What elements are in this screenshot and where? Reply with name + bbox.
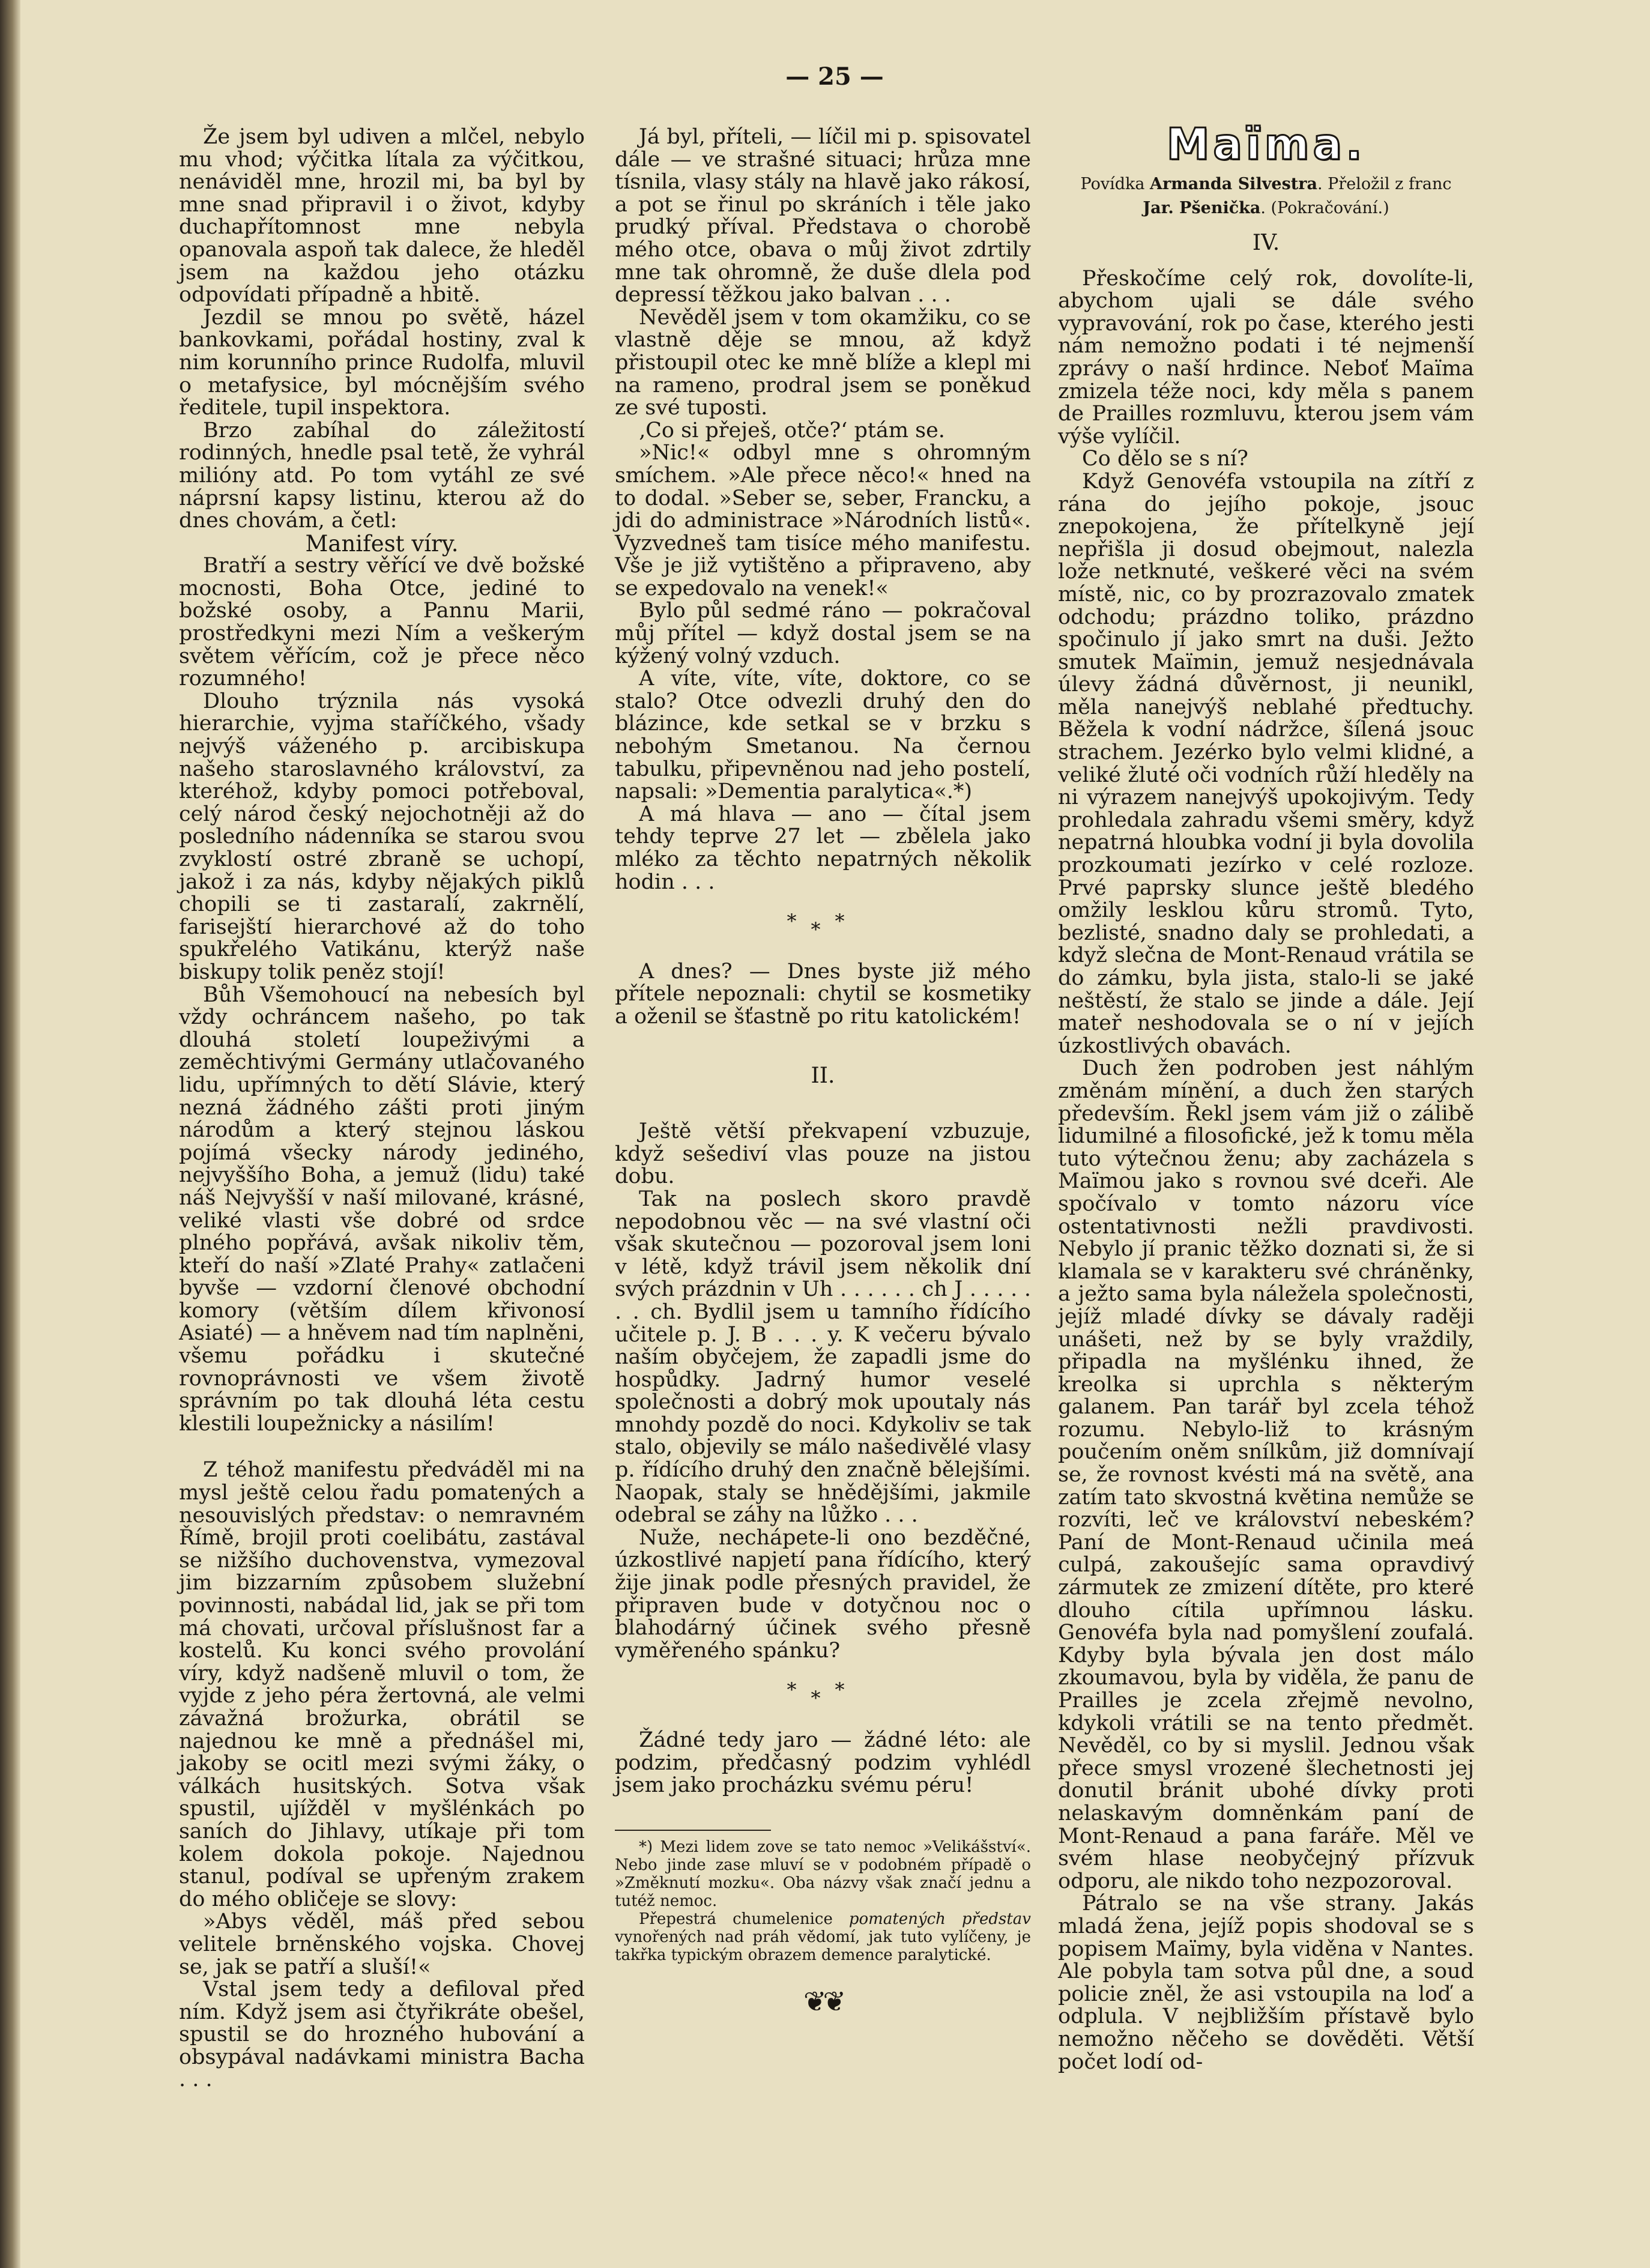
paragraph: Já byl, příteli, — líčil mi p. spisovatel dále — ve strašné situaci; hrůza mne tísnila, vlasy stály na hlavě jako rákosí, a pot se řinul po skráních i těle jako prudký příval. Představa o chorobě mého otce, obava o můj život zdrtily mne tak ohromně, že duše dlela pod depressí těžkou jako balvan . . . bbox=[615, 125, 1031, 307]
paragraph: Z téhož manifestu předváděl mi na mysl ještě celou řadu pomatených a nesouvislých představ: o nemravném Římě, brojil proti coelibátu, zastával se nižšího duchovenstva, vymezoval jim bizzarním způsobem služební povinnosti, nabádal lid, jak se při tom má chovati, určoval příslušnost far a kostelů. Ku konci svého provolání víry, když nadšeně mluvil o tom, že vyjde z jeho péra žertovná, ale velmi závažná brožurka, obrátil se najednou ke mně a přednášel mi, jakoby se ocitl mezi svými žáky, o válkách husitských. Sotva však spustil, ujížděl v myšlénkách po saních do Jihlavy, utíkaje při tom kolem dokola pokoje. Najednou stanul, podíval se upřeným zrakem do mého obličeje se slovy: bbox=[179, 1458, 585, 1911]
paragraph: Žádné tedy jaro — žádné léto: ale podzim, předčasný podzim vyhlédl jsem jako procházku svému péru! bbox=[615, 1728, 1031, 1798]
paragraph: »Nic!« odbyl mne s ohromným smíchem. »Ale přece něco!« hned na to dodal. »Seber se, seber, Francku, a jdi do administrace »Národních listů«. Vyzvedneš tam tisíce mého manifestu. Vše je již vytištěno a připraveno, aby se expedovalo na venek!« bbox=[615, 441, 1031, 600]
column-1 bbox=[179, 126, 585, 2091]
star: * bbox=[787, 1678, 811, 1702]
byline-text: Povídka bbox=[1080, 175, 1150, 193]
binding-shadow bbox=[0, 0, 20, 2268]
paragraph: Přeskočíme celý rok, dovolíte-li, abychom ujali se dále svého vypravování, rok po čase, kterého jesti nám nemožno podati i té nejmenší zprávy o naší hrdince. Neboť Maïma zmizela téže noci, kdy měla s panem de Prailles rozmluvu, kterou jsem vám výše vylíčil. bbox=[1058, 266, 1474, 449]
paragraph: Jezdil se mnou po světě, házel bankovkami, pořádal hostiny, zval k nim korunního prince Rudolfa, mluvil o metafysice, byl mócnějším svého ředitele, tupil inspektora. bbox=[179, 305, 585, 420]
footnote: *) Mezi lidem zove se tato nemoc »Velikášství«. Nebo jinde zase mluví se v podobném případě o »Změknutí mozku«. Oba názvy však značí jednu a tutéž nemoc. bbox=[615, 1837, 1031, 1910]
story-translator bbox=[1058, 198, 1474, 219]
footnote-text: vynořených nad práh vědomí, jak tuto vylíčeny, je takřka typickým obrazem demence paralytické. bbox=[615, 1928, 1031, 1964]
column-3 bbox=[1058, 120, 1474, 2073]
manifest-heading: Manifest víry. bbox=[305, 530, 459, 557]
paragraph: A dnes? — Dnes byste již mého přítele nepoznali: chytil se kosmetiky a oženil se šťastně po ritu katolickém! bbox=[615, 959, 1031, 1029]
paragraph: Nevěděl jsem v tom okamžiku, co se vlastně děje se mnou, až když přistoupil otec ke mně blíže a klepl mi na rameno, prodral jsem se poněkud ze své tuposti. bbox=[615, 305, 1031, 420]
paragraph: A má hlava — ano — čítal jsem tehdy teprve 27 let — zbělela jako mléko za těchto nepatrných několik hodin . . . bbox=[615, 802, 1031, 894]
section-stars bbox=[615, 910, 1031, 942]
paragraph: Bůh Všemohoucí na nebesích byl vždy ochráncem našeho, po tak dlouhá století loupeživými a zeměchtivými Germány utlačovaného lidu, upřímných to dětí Slávie, který nezná žádného zášti proti jiným národům a který stejnou láskou pojímá všecky národy jediného, nejvyššího Boha, a jemuž (lidu) také náš Nejvyšší v naší milované, krásné, veliké vlasti vše dobré od srdce plného popřává, avšak nikoliv těm, kteří do naší »Zlaté Prahy« zatlačeni byvše — vzdorní členové obchodní komory (větším dílem křivonosí Asiaté) — a hněvem nad tím naplněni, všemu pořádku i skutečné rovnoprávnosti ve všem životě správním po tak dlouhá léta cestu klestili loupežnicky a násilím! bbox=[179, 982, 585, 1436]
paragraph: Bratří a sestry věřící ve dvě božské mocnosti, Boha Otce, jediné to božské osoby, a Pannu Marii, prostředkyni mezi Ním a veškerým světem věřícím, což je přece něco rozumného! bbox=[179, 554, 585, 691]
page-number: — 25 — bbox=[785, 62, 884, 91]
paragraph: Pátralo se na vše strany. Jakás mladá žena, jejíž popis shodoval se s popisem Maïmy, byla viděna v Nantes. Ale pobyla tam sotva půl dne, a soud policie zněl, že asi vstoupila na loď a odplula. V nejbližším přístavě bylo nemožno něčeho se dověděti. Větší počet lodí od- bbox=[1058, 1892, 1474, 2074]
fleuron-icon: ❦❦ bbox=[803, 1985, 843, 2018]
paragraph: Že jsem byl udiven a mlčel, nebylo mu vhod; výčitka lítala za výčitkou, nenáviděl mne, hrozil mi, ba byl by mne snad připravil i o život, kdyby duchapřítomnost mne nebyla opanovala aspoň tak dalece, že hleděl jsem na každou jeho otázku odpovídati případně a hbitě. bbox=[179, 125, 585, 307]
author-name: Armanda Silvestra bbox=[1150, 175, 1317, 193]
translator-name: Jar. Pšenička bbox=[1143, 199, 1261, 217]
star: * bbox=[811, 918, 835, 942]
footnote-rule bbox=[615, 1830, 771, 1831]
paragraph: Co dělo se s ní? bbox=[1082, 447, 1248, 471]
chapter-number: IV. bbox=[1252, 231, 1280, 255]
footnote-text: Přepestrá chumelenice bbox=[639, 1910, 849, 1928]
paragraph: »Abys věděl, máš před sebou velitele brněnského vojska. Chovej se, jak se patří a sluší!« bbox=[179, 1910, 585, 1979]
paragraph: Vstal jsem tedy a defiloval před ním. Když jsem asi čtyřikráte obešel, spustil se do hrozného hubování a obsypával nadávkami ministra Bacha . . . bbox=[179, 1977, 585, 2092]
star: * bbox=[835, 1678, 859, 1702]
paragraph: Když Genovéfa vstoupila na zítří z rána do jejího pokoje, jsouc znepokojena, že přítelkyně její nepřišla ji dosud obejmout, nalezla lože netknuté, veškeré věci na svém místě, nic, co by prozrazovalo zmatek odchodu; prázdno toliko, prázdno spočinulo jí jako smrt na duši. Ježto smutek Maïmin, jemuž nesjednávala úlevy žádná důvěrnost, ji neunikl, měla nanejvýš neblahé předtuchy. Běžela k vodní nádržce, šílená jsouc strachem. Jezérko bylo velmi klidné, a veliké žluté oči vodních růží hleděly na ni výrazem nanejvýš upokojivým. Tedy prohledala zahradu všemi směry, když nepatrná hloubka vodní ji byla dovolila prozkoumati jezírko v celé rozloze. Prvé paprsky slunce ještě bledého omžily lesklou kůru stromů. Tyto, bezlisté, snadno daly se prohledati, a když slečna de Mont-Renaud vrátila se do zámku, byla jista, stalo-li se jaké neštěstí, že stalo se jinde a dále. Její mateř neshodovala se o ní v jejích úzkostlivých obavách. bbox=[1058, 469, 1474, 1058]
paragraph: Dlouho trýznila nás vysoká hierarchie, vyjma staříčkého, všady nejvýš váženého p. arcibiskupa našeho staroslavného království, za kteréhož, kdyby pomoci potřeboval, celý národ český nejochotněji až do posledního nádenníka se starou svou zvyklostí ostré zbraně se uchopí, jakož i za nás, kdyby nějakých piklů chopili se ti zastaralí, zakrnělí, farisejští hierarchové až do toho spukřelého Vatikánu, kterýž naše biskupy tolik peněz stojí! bbox=[179, 689, 585, 984]
star: * bbox=[811, 1687, 835, 1710]
section-stars bbox=[615, 1678, 1031, 1710]
story-title: Maïma. bbox=[1166, 119, 1366, 169]
star: * bbox=[835, 910, 859, 933]
paragraph: Duch žen podroben jest náhlým změnám mínění, a duch žen starých především. Řekl jsem vám již o zálibě lidumilné a filosofické, jež k tomu měla tuto výtečnou ženu; aby zacházela s Maïmou jako s rovnou své dceři. Ale spočívalo v tomto názoru více ostentativnosti nežli pravdivosti. Nebylo jí pranic těžko doznati si, že si klamala se v karakteru své chráněnky, a ježto sama byla náležela společnosti, jejíž mladé dívky se dávaly raději unášeti, než by se byly vraždily, připadla na myšlénku ihned, že kreolka si uprchla s některým galanem. Pan tarář byl zcela téhož rozumu. Nebylo-liž to krásným poučením oněm snílkům, již domnívají se, že rovnost kvésti má na světě, ana zatím tato skvostná květina nemůže se rozvíti, leč ve království nebeském? Paní de Mont-Renaud učinila meá culpá, zakoušejíc sama opravdivý zármutek ze zmizení dítěte, pro které dlouho cítila upřímnou lásku. Genovéfa byla nad pomyšlení zoufalá. Kdyby byla bývala jen dost málo zkoumavou, byla by viděla, že panu de Prailles je zcela zřejmě nevolno, kdykoli vrátili se na tento předmět. Nevěděl, co by si myslil. Jednou však přece smysl vrozené šlechetnosti jej donutil bránit ubohé dívky proti nelaskavým domněnkám paní de Mont-Renaud a pana faráře. Měl ve svém hlase neobyčejný přízvuk odporu, ale nikdo toho nezpozoroval. bbox=[1058, 1056, 1474, 1893]
chapter-number: II. bbox=[811, 1063, 835, 1088]
paragraph: Nuže, nechápete-li ono bezděčné, úzkostlivé napjetí pana řídícího, který žije jinak podle přesných pravidel, že připraven bude v dotyčnou noc o blahodárný účinek svého přesně vyměřeného spánku? bbox=[615, 1525, 1031, 1663]
footnote bbox=[615, 1910, 1031, 1964]
paragraph: Tak na poslech skoro pravdě nepodobnou věc — na své vlastní oči však skutečnou — pozoroval jsem loni v létě, když trávil jsem několik dní svých prázdnin v Uh . . . . . . ch J . . . . . . . ch. Bydlil jsem u tamního řídícího učitele p. J. B . . . y. K večeru bývalo naším obyčejem, že zapadli jsme do hospůdky. Jadrný humor veselé společnosti a dobrý mok upoutaly nás mnohdy pozdě do noci. Kdykoliv se tak stalo, objevily se málo našedivělé vlasy p. řídícího druhý den značně bělejšími. Naopak, staly se hnědějšími, jakmile odebral se záhy na lůžko . . . bbox=[615, 1187, 1031, 1528]
paragraph: ‚Co si přeješ, otče?‘ ptám se. bbox=[639, 418, 945, 443]
paragraph: A víte, víte, víte, doktore, co se stalo? Otce odvezli druhý den do blázince, kde setkal se v brzku s nebohým Smetanou. Na černou tabulku, připevněnou nad jeho postelí, napsali: »Dementia paralytica«.*) bbox=[615, 667, 1031, 804]
column-2 bbox=[615, 125, 1031, 2018]
footnote-emphasis: pomatených představ bbox=[848, 1910, 1031, 1928]
byline-text: . Přeložil z franc bbox=[1317, 175, 1452, 193]
byline-text: . (Pokračování.) bbox=[1260, 199, 1389, 217]
star: * bbox=[787, 910, 811, 933]
paragraph: Ještě větší překvapení vzbuzuje, když sešediví vlas pouze na jistou dobu. bbox=[615, 1119, 1031, 1189]
paragraph: Brzo zabíhal do záležitostí rodinných, hnedle psal tetě, že vyhrál milióny atd. Po tom vytáhl ze své náprsní kapsy listinu, kterou až do dnes chovám, a četl: bbox=[179, 418, 585, 533]
story-byline bbox=[1058, 174, 1474, 195]
paragraph: Bylo půl sedmé ráno — pokračoval můj přítel — když dostal jsem se na kýžený volný vzduch. bbox=[615, 599, 1031, 668]
